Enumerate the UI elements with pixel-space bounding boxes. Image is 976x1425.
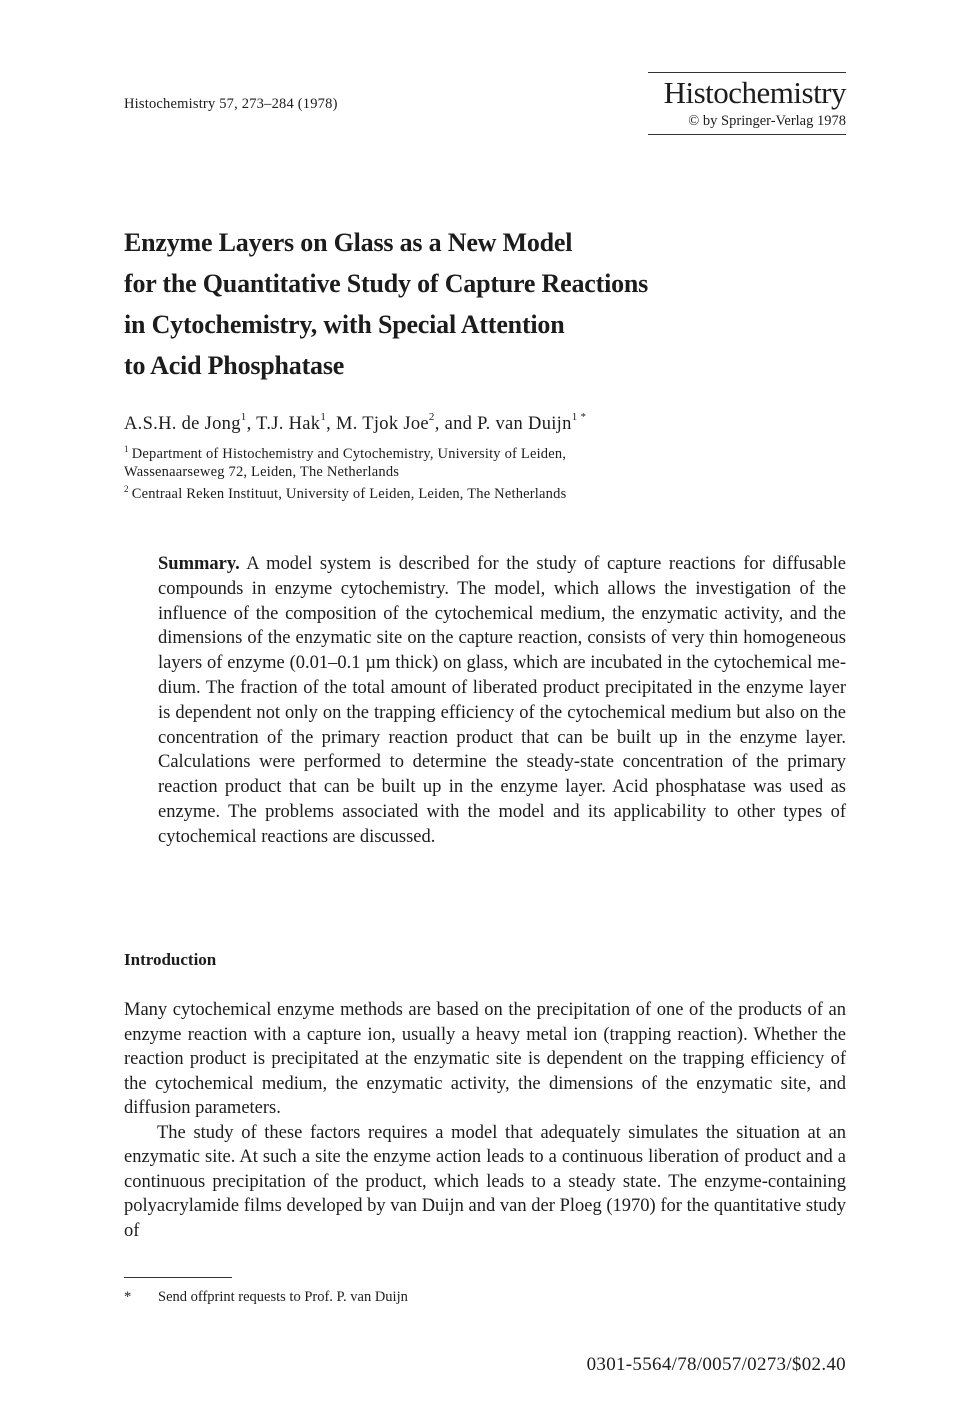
affiliation-mark: 1 *	[571, 411, 587, 423]
title-line: in Cytochemistry, with Special Attention	[124, 310, 565, 339]
abstract-label: Summary.	[158, 554, 240, 574]
journal-masthead	[648, 72, 846, 135]
affiliation-mark: 1	[240, 411, 247, 423]
affiliation-mark: 1	[320, 411, 327, 423]
affiliation-1-line-1	[124, 444, 566, 463]
abstract-text: A model system is described for the study of capture reactions for diffusable compounds in enzyme cytochemistry. The model, which allows the investigation of the influence of the composition of the cytochemical medium, the enzymatic activity, and the dimensions of the enzymatic site on the capture reaction, consists of very thin homogeneous layers of enzyme (0.01–0.1 µm thick) on glass, which are incubated in the cytochemical medium. The fraction of the total amount of liberated product precipitated in the enzyme layer is dependent not only on the trapping efficiency of the cytochemical medium but also on the concentration of the primary reaction product that can be built up in the enzyme layer. Calculations were performed to determine the steady-state concentration of the primary reaction product that can be built up in the enzyme layer. Acid phosphatase was used as enzyme. The problems associated with the model and its applicability to other types of cytochemical reactions are discussed.	[158, 554, 846, 847]
copyright-notice: © by Springer-Verlag 1978	[688, 113, 846, 129]
title-line: for the Quantitative Study of Capture Reactions	[124, 269, 649, 298]
journal-name: Histochemistry	[663, 75, 846, 110]
paragraph: Many cytochemical enzyme methods are based on the precipitation of one of the products of an enzyme reaction with a capture ion, usually a heavy metal ion (trapping reaction). Whether the reaction product is precipitated at the enzymatic site is dependent on the trapping efficiency of the cytochemical medium, the enzymatic activity, the dimensions of the enzymatic site, and diffusion parameters.	[124, 1000, 846, 1118]
author-name: P. van Duijn	[477, 414, 572, 434]
section-heading-introduction: Introduction	[124, 950, 217, 969]
author-name: M. Tjok Joe	[336, 414, 429, 434]
affiliation-2	[124, 484, 566, 503]
footnote-divider	[124, 1277, 232, 1278]
affiliation-text: Department of Histochemistry and Cytochemistry, University of Leiden,	[131, 446, 567, 462]
footnote	[124, 1289, 408, 1306]
author-name: T.J. Hak	[256, 414, 321, 434]
footnote-mark: *	[124, 1289, 132, 1305]
author-list	[124, 411, 586, 435]
introduction-body	[124, 998, 846, 1243]
affiliation-1-line-2: Wassenaarseweg 72, Leiden, The Netherlands	[124, 464, 400, 480]
title-line: to Acid Phosphatase	[124, 351, 345, 380]
author-separator: , and	[434, 414, 478, 434]
paragraph: The study of these factors requires a model that adequately simulates the situation at an enzymatic site. At such a site the enzyme action leads to a continuous liberation of product and a continuous precipitation of the product, which leads to a steady state. The enzyme-containing polyacrylamide films developed by van Duijn and van der Ploeg (1970) for the quantitative study of	[124, 1122, 846, 1241]
affiliation-text: Centraal Reken Instituut, University of Leiden, Leiden, The Netherlands	[131, 486, 567, 502]
author-separator: ,	[326, 414, 336, 434]
article-title	[124, 222, 824, 386]
author-name: A.S.H. de Jong	[124, 414, 241, 434]
abstract	[158, 552, 846, 850]
footnote-text: Send offprint requests to Prof. P. van Duijn	[158, 1289, 408, 1305]
affiliation-number: 1	[124, 444, 129, 454]
affiliation-mark: 2	[428, 411, 435, 423]
author-separator: ,	[246, 414, 257, 434]
publication-code: 0301-5564/78/0057/0273/$02.40	[586, 1354, 846, 1375]
journal-citation: Histochemistry 57, 273–284 (1978)	[124, 96, 338, 112]
title-line: Enzyme Layers on Glass as a New Model	[124, 228, 573, 257]
affiliation-number: 2	[124, 484, 129, 494]
